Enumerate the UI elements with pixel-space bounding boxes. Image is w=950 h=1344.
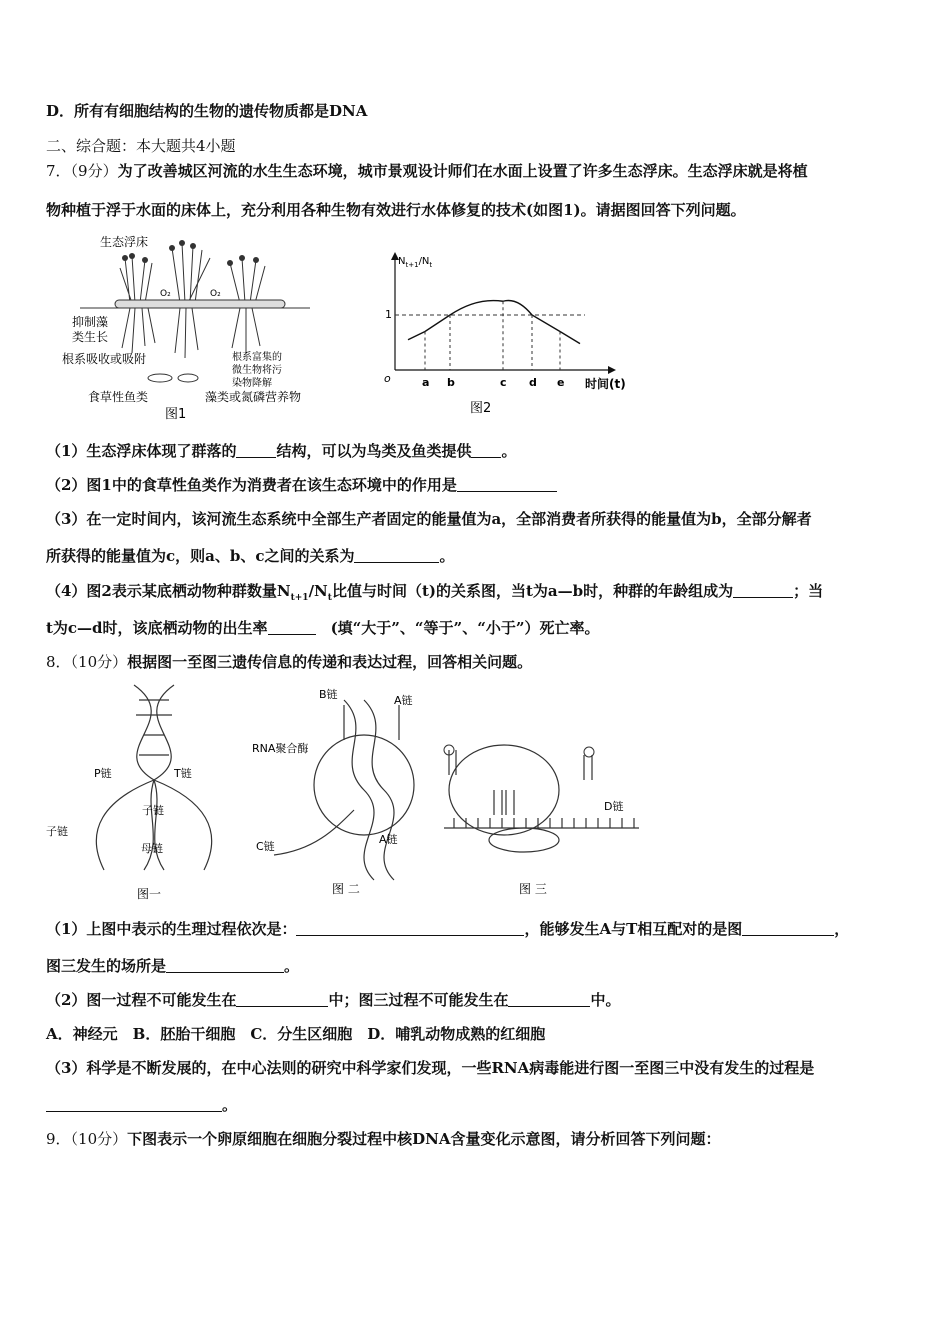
blank[interactable] [457,475,557,492]
figure-dna-processes [44,680,644,905]
q8-part3: （3）科学是不断发展的，在中心法则的研究中科学家们发现，一些RNA病毒能进行图一至图三中没有发生的过程是 [46,1059,815,1077]
fig2-tick-e: e [557,376,565,389]
fig3-daughter-2: 子链 [46,825,68,838]
fig2-tick-b: b [447,376,455,389]
fig3-caption-3: 图 三 [519,882,547,896]
blank[interactable] [733,581,793,598]
blank[interactable] [508,990,590,1007]
blank[interactable] [236,990,328,1007]
blank[interactable] [46,1095,222,1112]
q7-part3: （3）在一定时间内，该河流生态系统中全部生产者固定的能量值为a，全部消费者所获得的能量值为b，全部分解者 [46,510,812,528]
fig2-y-one: 1 [385,308,392,321]
fig2-tick-c: c [500,376,507,389]
fig1-label-fish: 食草性鱼类 [88,390,149,404]
fig2-xlabel: 时间(t) [585,377,626,391]
fig2-caption: 图2 [470,401,492,416]
fig2-curve [408,301,580,344]
q8-intro: 8．（10分）根据图一至图三遗传信息的传递和表达过程，回答相关问题。 [46,653,533,671]
fig2-tick-a: a [422,376,430,389]
blank[interactable] [268,618,316,635]
fig1-label-root: 根系吸收或吸附 [62,352,147,366]
q8-part3-2: 。 [46,1094,904,1116]
q7-intro: 7．（9分）为了改善城区河流的水生生态环境，城市景观设计师们在水面上设置了许多生态浮床。生态浮床就是将植 [46,162,808,180]
fig2-x-arrow [608,366,616,374]
q7-part4-2: t为c—d时，该底栖动物的出生率 (填“大于”、“等于”、“小于”）死亡率。 [46,619,600,637]
fig2-origin: o [384,372,391,385]
blank[interactable] [296,919,524,936]
q7-part3-2: 所获得的能量值为c，则a、b、c之间的关系为 。 [46,547,455,565]
fig3-daughter-1: 子链 [142,804,164,817]
fig1-label-algae: 抑制藻 [72,315,109,329]
fig3-p-chain: P链 [94,767,112,780]
fig1-label-micro-2: 微生物将污 [232,365,282,376]
q8-options: A．神经元 B．胚胎干细胞 C．分生区细胞 D．哺乳动物成熟的红细胞 [46,1025,546,1043]
figure-1-eco-floating-bed [60,228,320,428]
fig3-rna-polymerase: RNA聚合酶 [252,742,309,755]
fig2-tick-d: d [529,376,537,389]
fig3-t-chain: T链 [174,767,192,780]
fig1-caption: 图1 [165,407,187,422]
fig3-c-chain: C链 [256,840,275,853]
figure-2-chart [370,240,660,420]
fig3-a-chain: A链 [394,694,413,707]
fig3-parent: 母链 [141,842,163,855]
fig1-o2-right: O₂ [210,289,221,299]
q7-intro-2: 物种植于浮于水面的床体上，充分利用各种生物有效进行水体修复的技术(如图1)。请据图回答下列问题。 [46,201,746,219]
option-d: D．所有有细胞结构的生物的遗传物质都是DNA [46,102,368,120]
q7-part1: （1）生态浮床体现了群落的 结构，可以为鸟类及鱼类提供 。 [46,442,517,460]
section-heading: 二、综合题：本大题共4小题 [46,137,236,155]
fig1-title: 生态浮床 [100,235,149,249]
fig2-ylabel: $N_{t+1}/N_t$ [398,256,433,269]
blank[interactable] [166,956,284,973]
fig1-label-micro-1: 根系富集的 [232,352,282,363]
fig1-label-micro-3: 染物降解 [232,378,272,389]
blank[interactable] [236,441,276,458]
blank[interactable] [354,546,439,563]
fig3-b-chain: B链 [319,688,338,701]
blank[interactable] [471,441,501,458]
fig1-label-algae-2: 类生长 [72,330,109,344]
fig1-label-nutrient: 藻类或氮磷营养物 [205,390,302,404]
q8-part2: （2）图一过程不可能发生在 中；图三过程不可能发生在 中。 [46,991,621,1009]
q8-part1-2: 图三发生的场所是 。 [46,957,300,975]
fig3-caption-2: 图 二 [332,882,360,896]
blank[interactable] [742,919,834,936]
q8-part1: （1）上图中表示的生理过程依次是： ，能够发生A与T相互配对的是图 ， [46,920,850,938]
fig3-caption-1: 图一 [137,887,162,901]
q7-part2: （2）图1中的食草性鱼类作为消费者在该生态环境中的作用是 [46,474,904,496]
fig1-o2-left: O₂ [160,289,171,299]
q7-part4: （4）图2表示某底栖动物种群数量$N_{t+1}/N_t$比值与时间（t)的关系图，当t为a—b时，种群的年龄组成为 ；当 [46,582,824,603]
fig3-d-chain: D链 [604,800,624,813]
q9-intro: 9．（10分）下图表示一个卵原细胞在细胞分裂过程中核DNA含量变化示意图，请分析回答下列问题： [46,1130,721,1148]
fig3-a-chain-2: A链 [379,833,398,846]
